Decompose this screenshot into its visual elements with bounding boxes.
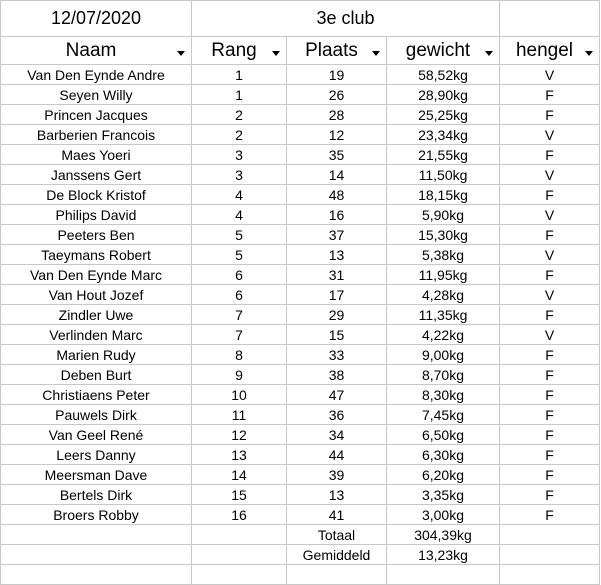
table-row <box>0 385 601 405</box>
cell-rang[interactable]: 14 <box>192 465 287 485</box>
cell-hengel[interactable]: F <box>500 405 600 425</box>
cell-naam[interactable]: Zindler Uwe <box>0 305 192 325</box>
cell-naam[interactable]: Peeters Ben <box>0 225 192 245</box>
column-header-row <box>0 37 601 65</box>
empty-cell[interactable] <box>0 525 192 545</box>
table-row <box>0 425 601 445</box>
cell-plaats[interactable]: 28 <box>287 105 387 125</box>
cell-gewicht[interactable]: 8,70kg <box>387 365 500 385</box>
total-label[interactable]: Totaal <box>287 525 387 545</box>
table-row <box>0 65 601 85</box>
empty-cell[interactable] <box>387 565 500 585</box>
club-cell[interactable]: 3e club <box>192 0 500 37</box>
table-row <box>0 305 601 325</box>
cell-rang[interactable]: 3 <box>192 165 287 185</box>
cell-rang[interactable]: 4 <box>192 185 287 205</box>
cell-plaats[interactable]: 36 <box>287 405 387 425</box>
cell-rang[interactable]: 6 <box>192 265 287 285</box>
cell-hengel[interactable]: V <box>500 65 600 85</box>
cell-gewicht[interactable]: 4,28kg <box>387 285 500 305</box>
total-value[interactable]: 304,39kg <box>387 525 500 545</box>
cell-plaats[interactable]: 41 <box>287 505 387 525</box>
date-cell[interactable]: 12/07/2020 <box>0 0 192 37</box>
cell-rang[interactable]: 1 <box>192 85 287 105</box>
cell-hengel[interactable]: F <box>500 145 600 165</box>
cell-naam[interactable]: Van Geel René <box>0 425 192 445</box>
cell-gewicht[interactable]: 58,52kg <box>387 65 500 85</box>
cell-naam[interactable]: Van Hout Jozef <box>0 285 192 305</box>
cell-naam[interactable]: Barberien Francois <box>0 125 192 145</box>
table-row <box>0 225 601 245</box>
cell-plaats[interactable]: 26 <box>287 85 387 105</box>
table-row <box>0 325 601 345</box>
table-row <box>0 405 601 425</box>
cell-rang[interactable]: 9 <box>192 365 287 385</box>
cell-plaats[interactable]: 29 <box>287 305 387 325</box>
empty-cell[interactable] <box>500 525 600 545</box>
cell-gewicht[interactable]: 6,30kg <box>387 445 500 465</box>
cell-hengel[interactable]: F <box>500 385 600 405</box>
cell-plaats[interactable]: 37 <box>287 225 387 245</box>
cell-hengel[interactable]: F <box>500 265 600 285</box>
cell-gewicht[interactable]: 6,50kg <box>387 425 500 445</box>
cell-plaats[interactable]: 33 <box>287 345 387 365</box>
average-row <box>0 545 601 565</box>
cell-gewicht[interactable]: 6,20kg <box>387 465 500 485</box>
title-row <box>0 0 601 37</box>
cell-hengel[interactable]: F <box>500 85 600 105</box>
cell-naam[interactable]: Verlinden Marc <box>0 325 192 345</box>
cell-naam[interactable]: Van Den Eynde Andre <box>0 65 192 85</box>
filter-dropdown-icon[interactable] <box>369 46 382 59</box>
average-value[interactable]: 13,23kg <box>387 545 500 565</box>
cell-rang[interactable]: 12 <box>192 425 287 445</box>
empty-cell[interactable] <box>500 545 600 565</box>
cell-hengel[interactable]: F <box>500 105 600 125</box>
cell-hengel[interactable]: F <box>500 365 600 385</box>
cell-naam[interactable]: Meersman Dave <box>0 465 192 485</box>
cell-hengel[interactable]: F <box>500 445 600 465</box>
cell-naam[interactable]: De Block Kristof <box>0 185 192 205</box>
cell-rang[interactable]: 4 <box>192 205 287 225</box>
cell-hengel[interactable]: F <box>500 505 600 525</box>
table-row <box>0 105 601 125</box>
empty-cell[interactable] <box>500 0 600 37</box>
cell-plaats[interactable]: 19 <box>287 65 387 85</box>
cell-plaats[interactable]: 38 <box>287 365 387 385</box>
cell-gewicht[interactable]: 11,95kg <box>387 265 500 285</box>
cell-gewicht[interactable]: 5,38kg <box>387 245 500 265</box>
average-label[interactable]: Gemiddeld <box>287 545 387 565</box>
cell-gewicht[interactable]: 21,55kg <box>387 145 500 165</box>
cell-plaats[interactable]: 47 <box>287 385 387 405</box>
table-row <box>0 485 601 505</box>
filter-dropdown-icon[interactable] <box>582 46 595 59</box>
empty-cell[interactable] <box>500 565 600 585</box>
cell-naam[interactable]: Leers Danny <box>0 445 192 465</box>
cell-rang[interactable]: 13 <box>192 445 287 465</box>
cell-gewicht[interactable]: 7,45kg <box>387 405 500 425</box>
cell-plaats[interactable]: 13 <box>287 485 387 505</box>
column-header-rang <box>192 37 287 65</box>
cell-plaats[interactable]: 48 <box>287 185 387 205</box>
table-row <box>0 145 601 165</box>
filter-dropdown-icon[interactable] <box>482 46 495 59</box>
column-header-gewicht <box>387 37 500 65</box>
cell-plaats[interactable]: 13 <box>287 245 387 265</box>
cell-rang[interactable]: 5 <box>192 225 287 245</box>
cell-naam[interactable]: Deben Burt <box>0 365 192 385</box>
cell-naam[interactable]: Taeymans Robert <box>0 245 192 265</box>
cell-plaats[interactable]: 17 <box>287 285 387 305</box>
empty-row <box>0 565 601 585</box>
cell-gewicht[interactable]: 8,30kg <box>387 385 500 405</box>
cell-plaats[interactable]: 44 <box>287 445 387 465</box>
filter-dropdown-icon[interactable] <box>174 46 187 59</box>
cell-hengel[interactable]: F <box>500 305 600 325</box>
table-row <box>0 185 601 205</box>
cell-naam[interactable]: Philips David <box>0 205 192 225</box>
cell-naam[interactable]: Seyen Willy <box>0 85 192 105</box>
cell-rang[interactable]: 5 <box>192 245 287 265</box>
cell-hengel[interactable]: F <box>500 425 600 445</box>
column-header-plaats <box>287 37 387 65</box>
cell-plaats[interactable]: 16 <box>287 205 387 225</box>
cell-naam[interactable]: Maes Yoeri <box>0 145 192 165</box>
cell-gewicht[interactable]: 25,25kg <box>387 105 500 125</box>
cell-hengel[interactable]: V <box>500 285 600 305</box>
cell-gewicht[interactable]: 3,35kg <box>387 485 500 505</box>
table-row <box>0 445 601 465</box>
cell-hengel[interactable]: F <box>500 225 600 245</box>
cell-gewicht[interactable]: 4,22kg <box>387 325 500 345</box>
cell-hengel[interactable]: V <box>500 325 600 345</box>
cell-gewicht[interactable]: 18,15kg <box>387 185 500 205</box>
cell-hengel[interactable]: F <box>500 465 600 485</box>
cell-naam[interactable]: Christiaens Peter <box>0 385 192 405</box>
cell-hengel[interactable]: F <box>500 345 600 365</box>
cell-hengel[interactable]: V <box>500 205 600 225</box>
cell-plaats[interactable]: 12 <box>287 125 387 145</box>
column-header-naam <box>0 37 192 65</box>
column-header-label: Naam <box>65 39 117 61</box>
cell-rang[interactable]: 6 <box>192 285 287 305</box>
table-row <box>0 85 601 105</box>
cell-plaats[interactable]: 34 <box>287 425 387 445</box>
empty-cell[interactable] <box>192 545 287 565</box>
cell-naam[interactable]: Pauwels Dirk <box>0 405 192 425</box>
empty-cell[interactable] <box>0 565 192 585</box>
cell-plaats[interactable]: 35 <box>287 145 387 165</box>
table-row <box>0 245 601 265</box>
cell-rang[interactable]: 8 <box>192 345 287 365</box>
cell-gewicht[interactable]: 28,90kg <box>387 85 500 105</box>
cell-hengel[interactable]: F <box>500 185 600 205</box>
cell-naam[interactable]: Princen Jacques <box>0 105 192 125</box>
cell-rang[interactable]: 16 <box>192 505 287 525</box>
table-row <box>0 505 601 525</box>
cell-naam[interactable]: Marien Rudy <box>0 345 192 365</box>
cell-rang[interactable]: 15 <box>192 485 287 505</box>
cell-plaats[interactable]: 15 <box>287 325 387 345</box>
table-row <box>0 125 601 145</box>
cell-hengel[interactable]: V <box>500 165 600 185</box>
cell-gewicht[interactable]: 15,30kg <box>387 225 500 245</box>
table-row <box>0 265 601 285</box>
column-header-label: hengel <box>515 39 574 61</box>
cell-rang[interactable]: 2 <box>192 105 287 125</box>
cell-gewicht[interactable]: 11,35kg <box>387 305 500 325</box>
empty-cell[interactable] <box>0 545 192 565</box>
cell-hengel[interactable]: F <box>500 485 600 505</box>
cell-gewicht[interactable]: 11,50kg <box>387 165 500 185</box>
cell-hengel[interactable]: V <box>500 125 600 145</box>
table-row <box>0 345 601 365</box>
empty-cell[interactable] <box>287 565 387 585</box>
cell-rang[interactable]: 7 <box>192 305 287 325</box>
cell-plaats[interactable]: 14 <box>287 165 387 185</box>
cell-rang[interactable]: 10 <box>192 385 287 405</box>
cell-gewicht[interactable]: 3,00kg <box>387 505 500 525</box>
table-row <box>0 205 601 225</box>
cell-rang[interactable]: 2 <box>192 125 287 145</box>
table-row <box>0 165 601 185</box>
cell-naam[interactable]: Broers Robby <box>0 505 192 525</box>
column-header-label: gewicht <box>405 39 471 61</box>
filter-dropdown-icon[interactable] <box>269 46 282 59</box>
cell-hengel[interactable]: V <box>500 245 600 265</box>
cell-plaats[interactable]: 31 <box>287 265 387 285</box>
column-header-label: Plaats <box>305 39 358 61</box>
cell-gewicht[interactable]: 23,34kg <box>387 125 500 145</box>
cell-naam[interactable]: Bertels Dirk <box>0 485 192 505</box>
cell-rang[interactable]: 7 <box>192 325 287 345</box>
cell-naam[interactable]: Janssens Gert <box>0 165 192 185</box>
cell-gewicht[interactable]: 9,00kg <box>387 345 500 365</box>
table-row <box>0 285 601 305</box>
column-header-hengel <box>500 37 600 65</box>
empty-cell[interactable] <box>192 525 287 545</box>
table-row <box>0 465 601 485</box>
total-row <box>0 525 601 545</box>
column-header-label: Rang <box>211 39 257 61</box>
table-row <box>0 365 601 385</box>
cell-rang[interactable]: 11 <box>192 405 287 425</box>
cell-rang[interactable]: 1 <box>192 65 287 85</box>
cell-gewicht[interactable]: 5,90kg <box>387 205 500 225</box>
empty-cell[interactable] <box>192 565 287 585</box>
cell-naam[interactable]: Van Den Eynde Marc <box>0 265 192 285</box>
cell-rang[interactable]: 3 <box>192 145 287 165</box>
cell-plaats[interactable]: 39 <box>287 465 387 485</box>
